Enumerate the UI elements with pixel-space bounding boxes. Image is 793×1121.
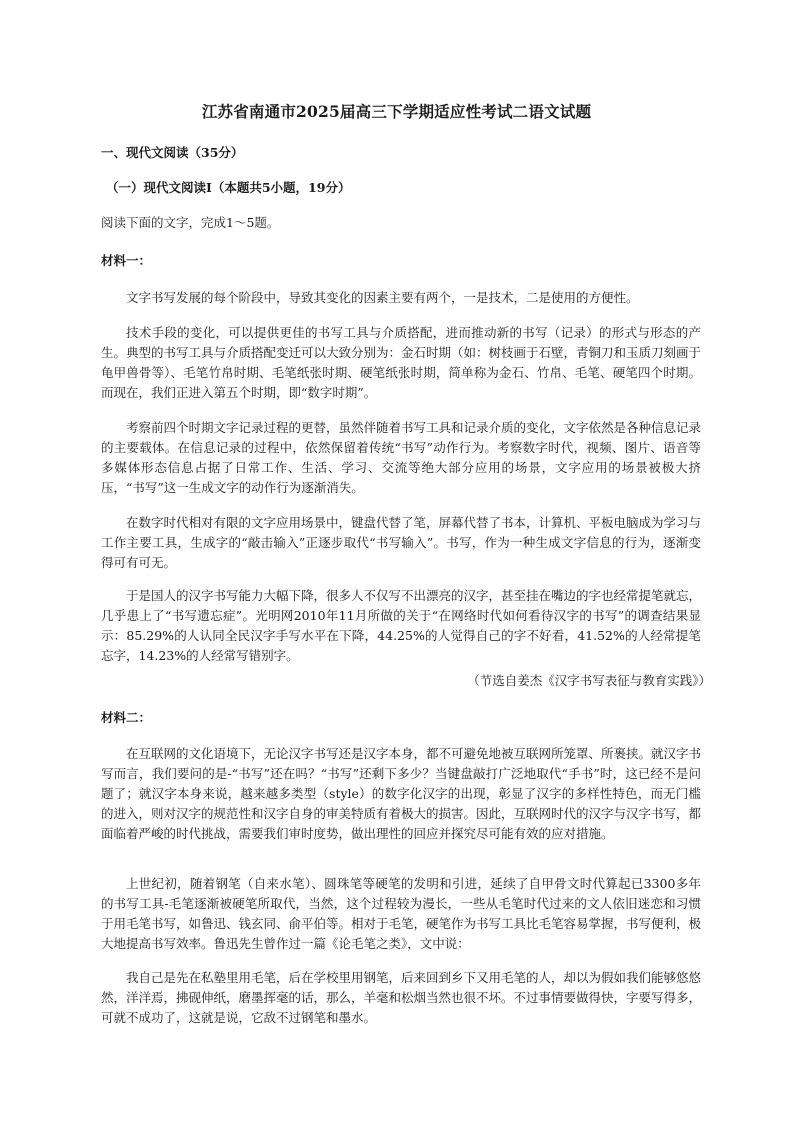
subsection-heading-reading-1: （一）现代文阅读Ⅰ（本题共5小题，19分） (106, 180, 351, 195)
material-one-paragraph: 技术手段的变化，可以提供更佳的书写工具与介质搭配，进而推动新的书写（记录）的形式与形态的产生。典型的书写工具与介质搭配变迁可以大致分别为：金石时期（如：树枝画于石壁，青铜刀和玉质刀刻画于龟甲兽骨等）、毛笔竹帛时期、毛笔纸张时期、硬笔纸张时期，简单称为金石、竹帛、毛笔、硬笔四个时期。而现在，我们正进入第五个时期，即“数字时期”。 (101, 325, 702, 400)
material-two-paragraph: 上世纪初，随着钢笔（自来水笔）、圆珠笔等硬笔的发明和引进，延续了自甲骨文时代算起已3300多年的书写工具-毛笔逐渐被硬笔所取代，当然，这个过程较为漫长，一些从毛笔时代过来的文人依旧迷恋和习惯于用毛笔书写，如鲁迅、钱玄同、俞平伯等。相对于毛笔，硬笔作为书写工具比毛笔容易掌握，书写便利，极大地提高书写效率。鲁迅先生曾作过一篇《论毛笔之类》，文中说： (101, 876, 702, 951)
section-heading-modern-reading: 一、现代文阅读（35分） (101, 145, 244, 160)
material-one-source: （节选自姜杰《汉字书写表征与教育实践》） (467, 673, 711, 688)
material-one-paragraph: 在数字时代相对有限的文字应用场景中，键盘代替了笔，屏幕代替了书本，计算机、平板电脑成为学习与工作主要工具，生成字的“敲击输入”正逐步取代“书写输入”。书写，作为一种生成文字信息的行为，逐渐变得可有可无。 (101, 515, 702, 570)
material-one-paragraph: 于是国人的汉字书写能力大幅下降，很多人不仅写不出漂亮的汉字，甚至挂在嘴边的字也经常提笔就忘，几乎患上了“书写遗忘症”。光明网2010年11月所做的关于“在网络时代如何看待汉字的书写”的调查结果显示：85.29%的人认同全民汉字手写水平在下降，44.25%的人觉得自己的字不好看，41.52%的人经常提笔忘字，14.23%的人经常写错别字。 (101, 588, 702, 663)
material-two-paragraph: 在互联网的文化语境下，无论汉字书写还是汉字本身，都不可避免地被互联网所笼罩、所裹挟。就汉字书写而言，我们要问的是-“书写”还在吗？“书写”还剩下多少？当键盘敲打广泛地取代“手书”时，这已经不是问题了；就汉字本身来说，越来越多类型（style）的数字化汉字的出现，彰显了汉字的多样性特色，而无门槛的进入，则对汉字的规范性和汉字自身的审美特质有着极大的损害。因此，互联网时代的汉字与汉字书写，都面临着严峻的时代挑战，需要我们审时度势，做出理性的回应并探究尽可能有效的应对措施。 (101, 746, 702, 841)
instructions: 阅读下面的文字，完成1～5题。 (101, 215, 280, 230)
material-one-paragraph: 文字书写发展的每个阶段中，导致其变化的因素主要有两个，一是技术，二是使用的方便性。 (126, 290, 639, 305)
material-two-quote: 我自己是先在私塾里用毛笔，后在学校里用钢笔，后来回到乡下又用毛笔的人，却以为假如我们能够悠悠然，洋洋焉，拂砚伸纸，磨墨挥毫的话，那么，羊毫和松烟当然也很不坏。不过事情要做得快，字要写得多，可就不成功了，这就是说，它敌不过钢笔和墨水。 (101, 970, 702, 1025)
document-title: 江苏省南通市2025届高三下学期适应性考试二语文试题 (201, 102, 592, 121)
material-two-label: 材料二： (101, 710, 152, 725)
material-one-label: 材料一： (101, 253, 152, 268)
material-one-paragraph: 考察前四个时期文字记录过程的更替，虽然伴随着书写工具和记录介质的变化，文字依然是各种信息记录的主要载体。在信息记录的过程中，依然保留着传统“书写”动作行为。考察数字时代，视频、图片、语音等多媒体形态信息占据了日常工作、生活、学习、交流等绝大部分应用的场景，文字应用的场景被极大挤压，“书写”这一生成文字的动作行为逐渐消失。 (101, 420, 702, 495)
